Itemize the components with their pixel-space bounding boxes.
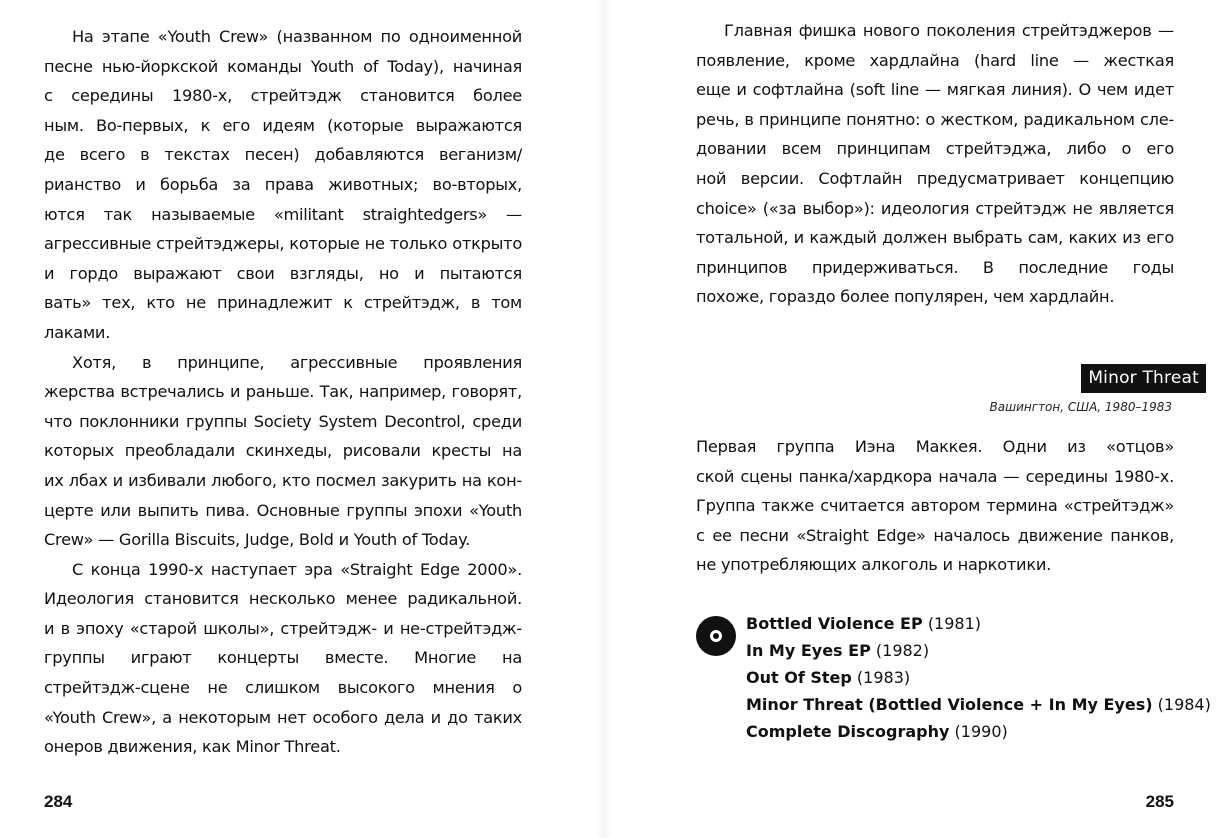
text-line: появление, кроме хардлайна (hard line — жесткая xyxy=(696,50,1174,70)
left-page xyxy=(0,0,600,838)
page-number-right: 285 xyxy=(1145,792,1174,811)
text-line: Первая группа Иэна Маккея. Одни из «отцов» xyxy=(696,437,1174,456)
text-line: еще и софтлайна (soft line — мягкая линия). О чем идет xyxy=(696,80,1174,100)
discography-item xyxy=(746,691,1211,718)
band-origin-dates: Вашингтон, США, 1980–1983 xyxy=(989,400,1172,414)
text-line: что поклонники группы Society System Decontrol, среди xyxy=(44,411,522,431)
text-line: которых преобладали скинхеды, рисовали кресты на xyxy=(44,441,522,461)
text-line: Группа также считается автором термина «стрейтэдж» xyxy=(696,496,1174,516)
text-line: С конца 1990-х наступает эра «Straight Edge 2000». xyxy=(72,559,522,579)
text-line: группы играют концерты вместе. Многие на xyxy=(44,648,522,668)
text-line: их лбах и избивали любого, кто посмел закурить на кон- xyxy=(44,470,522,490)
album-title: Complete Discography xyxy=(746,722,950,741)
discography-item xyxy=(746,610,1211,637)
text-line: choice» («за выбор»): идеология стрейтэдж не является xyxy=(696,198,1174,218)
text-line: На этапе «Youth Crew» (названном по одноименной xyxy=(72,27,522,46)
discography-item xyxy=(746,718,1211,745)
album-title: Out Of Step xyxy=(746,668,852,687)
text-line: и гордо выражают свои взгляды, но и пытаются xyxy=(44,263,522,283)
text-line: песне нью-йоркской команды Youth of Today), начиная xyxy=(44,56,522,76)
discography-list xyxy=(746,610,1211,745)
text-line: стрейтэдж-сцене не слишком высокого мнения о xyxy=(44,678,522,698)
text-line: жерства встречались и раньше. Так, например, говорят, xyxy=(44,382,522,402)
text-line: рианство и борьба за права животных; во-вторых, xyxy=(44,174,522,194)
text-line: ным. Во-первых, к его идеям (которые выражаются xyxy=(44,115,522,135)
album-title: Minor Threat (Bottled Violence + In My Eyes) xyxy=(746,695,1153,714)
album-year: (1984) xyxy=(1157,695,1211,714)
discography-item xyxy=(746,664,1211,691)
text-line: Главная фишка нового поколения стрейтэджеров — xyxy=(724,21,1174,40)
text-line: ной версии. Софтлайн предусматривает концепцию xyxy=(696,168,1174,188)
text-line: онеров движения, как Minor Threat. xyxy=(44,737,341,757)
text-line: «Youth Crew», а некоторым нет особого дела и до таких xyxy=(44,707,522,727)
text-line: не употребляющих алкоголь и наркотики. xyxy=(696,555,1052,575)
text-line: и в эпоху «старой школы», стрейтэдж- и не-стрейтэдж- xyxy=(44,618,522,638)
text-line: с середины 1980-х, стрейтэдж становится более xyxy=(44,86,522,106)
right-page xyxy=(610,0,1220,838)
left-text-column xyxy=(44,22,522,762)
album-title: In My Eyes EP xyxy=(746,641,871,660)
text-line: Хотя, в принципе, агрессивные проявления xyxy=(72,352,522,372)
text-line: с ее песни «Straight Edge» началось движение панков, xyxy=(696,525,1174,545)
disc-icon xyxy=(696,616,736,656)
band-title: Minor Threat xyxy=(1081,364,1206,393)
discography-item xyxy=(746,637,1211,664)
text-line: вать» тех, кто не принадлежит к стрейтэдж, в том xyxy=(44,293,522,313)
album-year: (1983) xyxy=(856,668,911,687)
band-description xyxy=(696,432,1174,580)
text-line: принципов придерживаться. В последние годы xyxy=(696,257,1174,277)
text-line: ской сцены панка/хардкора начала — середины 1980-х. xyxy=(696,466,1174,486)
album-year: (1990) xyxy=(954,722,1008,741)
text-line: ются так называемые «militant straightedgers» — xyxy=(44,204,522,224)
album-year: (1981) xyxy=(927,614,982,633)
text-line: Crew» — Gorilla Biscuits, Judge, Bold и Youth of Today. xyxy=(44,530,471,550)
band-heading xyxy=(1081,364,1206,393)
album-title: Bottled Violence EP xyxy=(746,614,923,633)
text-line: Идеология становится несколько менее радикальной. xyxy=(44,589,522,609)
text-line: тотальной, и каждый должен выбрать сам, каких из его xyxy=(696,228,1174,248)
text-line: лаками. xyxy=(44,322,111,342)
text-line: похоже, гораздо более популярен, чем хардлайн. xyxy=(696,287,1115,307)
text-line: де всего в текстах песен) добавляются веганизм/ xyxy=(44,145,522,165)
text-line: церте или выпить пива. Основные группы эпохи «Youth xyxy=(44,500,522,520)
text-line: речь, в принципе понятно: о жестком, радикальном сле- xyxy=(696,109,1174,129)
text-line: агрессивные стрейтэджеры, которые не только открыто xyxy=(44,234,522,254)
right-intro-column xyxy=(696,16,1174,312)
album-year: (1982) xyxy=(875,641,930,660)
page-number-left: 284 xyxy=(44,792,73,811)
text-line: довании всем принципам стрейтэджа, либо о его xyxy=(696,139,1174,159)
